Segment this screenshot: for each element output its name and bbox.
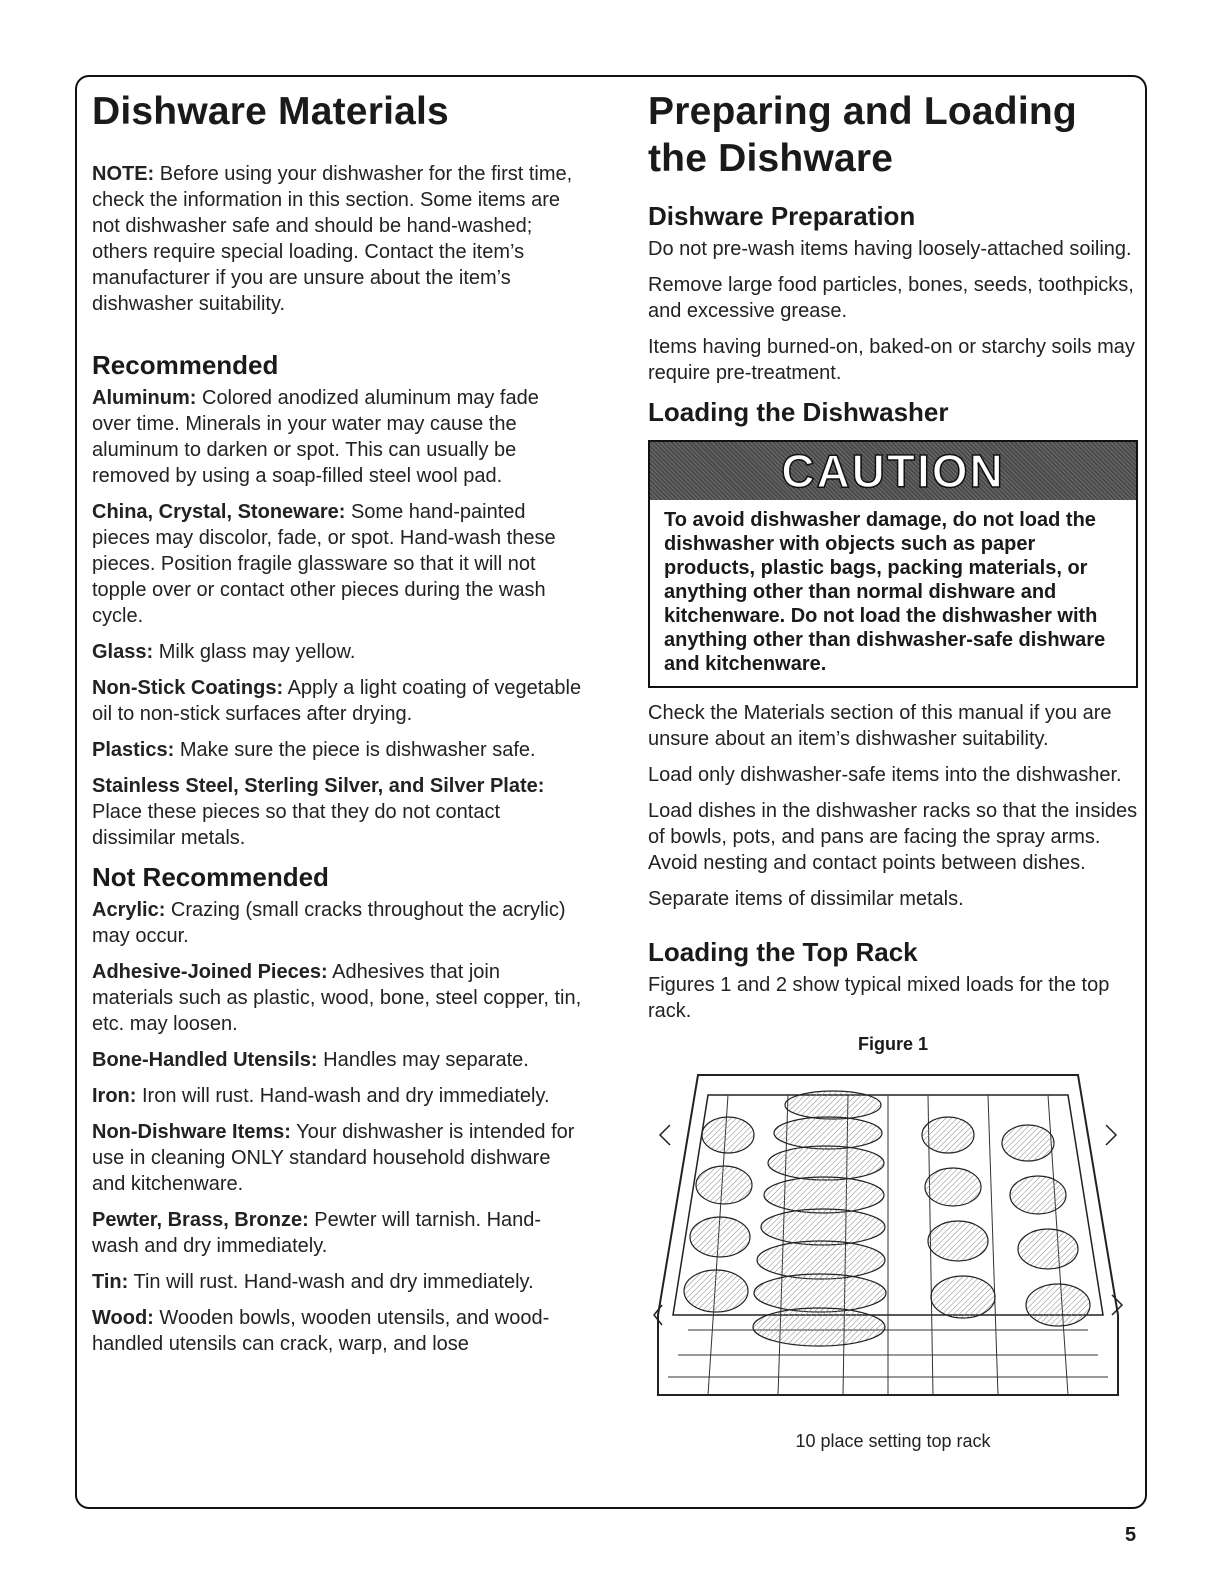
prep-paragraph: Remove large food particles, bones, seeds, toothpicks, and excessive grease. [648,274,1134,322]
item-text: Crazing (small cracks throughout the acrylic) may occur. [92,899,566,947]
recommended-item [92,773,582,851]
figure-caption: 10 place setting top rack [795,1431,991,1451]
recommended-item [92,675,582,727]
item-text: Apply a light coating of vegetable oil to non-stick surfaces after drying. [92,677,582,725]
page-number: 5 [1125,1524,1137,1546]
loading-paragraph: Separate items of dissimilar metals. [648,888,964,910]
figure-1-illustration [648,1065,1128,1417]
not-recommended-item [92,1305,582,1357]
item-text: Handles may separate. [317,1049,529,1071]
note-paragraph [92,161,582,317]
item-label: Bone-Handled Utensils: [92,1049,318,1071]
item-text: Colored anodized aluminum may fade over time. Minerals in your water may cause the aluminum to darken or spot. This can usually be removed by using a soap-filled steel wool pad. [92,387,539,487]
figure-title: Figure 1 [857,1034,928,1054]
item-text: Some hand-painted pieces may discolor, fade, or spot. Hand-wash these pieces. Position fragile glassware so that it will not topple over or contact other pieces during the wash cycle. [92,501,556,627]
caution-word: CAUTION [781,445,1005,497]
recommended-item [92,385,582,489]
dishware-preparation-heading: Dishware Preparation [648,201,916,231]
item-text: Iron will rust. Hand-wash and dry immediately. [136,1085,550,1107]
not-recommended-item [92,1269,582,1295]
prep-paragraph: Do not pre-wash items having loosely-attached soiling. [648,238,1132,260]
loading-paragraph: Check the Materials section of this manual if you are unsure about an item’s dishwasher suitability. [648,702,1112,750]
item-label: Wood: [92,1307,154,1329]
not-recommended-item [92,897,582,949]
not-recommended-heading: Not Recommended [92,862,329,892]
item-text: Place these pieces so that they do not contact dissimilar metals. [92,801,501,849]
not-recommended-item [92,1207,582,1259]
not-recommended-item [92,1083,582,1109]
not-recommended-item [92,1047,582,1073]
title-line-1: Preparing and Loading [648,90,1077,133]
loading-paragraph: Load dishes in the dishwasher racks so that the insides of bowls, pots, and pans are facing the spray arms. Avoid nesting and contact points between dishes. [648,800,1138,874]
item-label: China, Crystal, Stoneware: [92,501,346,523]
item-label: Acrylic: [92,899,166,921]
item-text: Your dishwasher is intended for use in cleaning ONLY standard household dishware and kitchenware. [92,1121,575,1195]
caution-box [648,440,1138,688]
recommended-item [92,737,582,763]
recommended-item [92,639,582,665]
item-label: Plastics: [92,739,175,761]
top-rack-paragraph: Figures 1 and 2 show typical mixed loads for the top rack. [648,974,1110,1022]
item-text: Make sure the piece is dishwasher safe. [174,739,536,761]
not-recommended-item [92,959,582,1037]
item-label: Stainless Steel, Sterling Silver, and Silver Plate: [92,775,545,797]
recommended-item [92,499,582,629]
loading-paragraph: Load only dishwasher-safe items into the dishwasher. [648,764,1122,786]
item-label: Glass: [92,641,154,663]
item-text: Pewter will tarnish. Hand-wash and dry immediately. [92,1209,542,1257]
note-label: NOTE: [92,163,155,185]
top-rack-drawing [648,1065,1128,1417]
left-column [92,88,582,1367]
prep-paragraph: Items having burned-on, baked-on or starchy soils may require pre-treatment. [648,336,1135,384]
top-rack-heading: Loading the Top Rack [648,937,918,967]
loading-dishwasher-heading: Loading the Dishwasher [648,397,949,427]
title-line-2: the Dishware [648,137,894,180]
item-label: Pewter, Brass, Bronze: [92,1209,309,1231]
item-text: Tin will rust. Hand-wash and dry immediately. [128,1271,534,1293]
caution-text: To avoid dishwasher damage, do not load the dishwasher with objects such as paper products, plastic bags, packing materials, or anything other than normal dishware and kitchenware. Do not load the dishwasher with anything other than dishwasher-safe dishware and kitchenware. [664,509,1106,675]
item-label: Iron: [92,1085,137,1107]
item-text: Milk glass may yellow. [153,641,356,663]
note-text: Before using your dishwasher for the first time, check the information in this section. Some items are not dishwasher safe and should be hand-washed; others require special loading. Contact the item’s manufacturer if you are unsure about the item’s dishwasher suitability. [92,163,573,315]
dishware-materials-title: Dishware Materials [92,90,449,133]
item-label: Non-Dishware Items: [92,1121,291,1143]
caution-header [650,442,1136,500]
preparing-loading-title [648,88,1138,182]
item-label: Non-Stick Coatings: [92,677,284,699]
not-recommended-item [92,1119,582,1197]
item-text: Wooden bowls, wooden utensils, and wood-handled utensils can crack, warp, and lose [92,1307,550,1355]
item-label: Adhesive-Joined Pieces: [92,961,328,983]
right-column [648,88,1138,1452]
item-label: Tin: [92,1271,129,1293]
recommended-heading: Recommended [92,350,279,380]
item-text: Adhesives that join materials such as plastic, wood, bone, steel copper, tin, etc. may loosen. [92,961,582,1035]
item-label: Aluminum: [92,387,197,409]
